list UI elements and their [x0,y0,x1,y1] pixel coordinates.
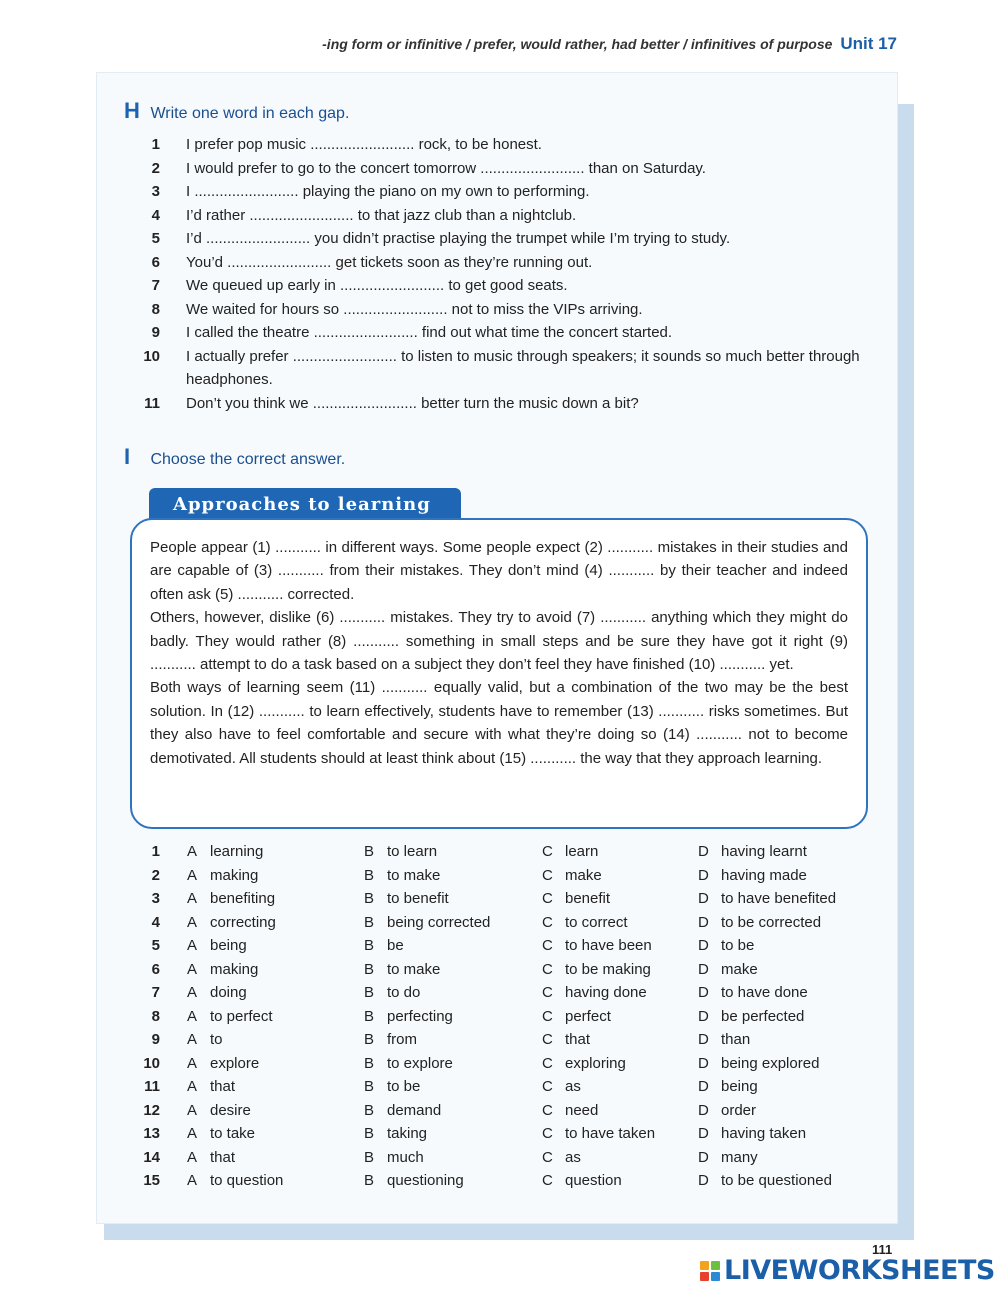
option-row [140,1122,860,1146]
option-a[interactable] [187,1005,273,1029]
option-letter: A [187,1031,198,1048]
option-row [140,1028,860,1052]
option-b[interactable] [364,911,490,935]
exercise-sentence: We waited for hours so ......................... not to miss the VIPs arriving. [186,300,643,318]
option-row [140,1169,860,1193]
exercise-number: 9 [151,324,160,341]
option-row-number: 3 [151,890,160,907]
option-b[interactable] [364,1028,417,1052]
option-row-number: 13 [143,1125,160,1142]
section-i-heading [124,444,345,470]
option-text: to be [721,937,755,954]
exercise-number: 1 [151,136,160,153]
exercise-number: 7 [151,277,160,294]
option-letter: D [698,890,709,907]
option-text: having taken [721,1125,807,1142]
exercise-item [140,321,860,345]
option-d[interactable] [698,1146,758,1170]
option-row-number: 6 [151,960,160,978]
option-a[interactable] [187,1075,235,1099]
option-b[interactable] [364,1099,441,1123]
option-letter: B [364,960,375,978]
option-row-number: 12 [143,1101,160,1119]
option-text: that [210,1148,236,1166]
option-letter: C [542,937,553,954]
exercise-sentence: I ......................... playing the piano on my own to performing. [186,183,590,200]
option-text: question [565,1172,622,1189]
option-text: be [387,937,404,954]
section-h-heading [124,98,349,124]
option-d[interactable] [698,958,758,982]
option-b[interactable] [364,958,440,982]
option-text: be perfected [721,1007,805,1025]
option-row [140,1052,860,1076]
option-row [140,840,860,864]
option-text: learning [210,843,264,860]
option-row-number: 9 [151,1031,160,1048]
option-text: to [210,1031,223,1048]
option-b[interactable] [364,1146,424,1170]
option-a[interactable] [187,1169,283,1193]
option-letter: A [187,1078,198,1095]
section-i-title: Choose the correct answer. [150,451,346,468]
option-letter: B [364,843,375,860]
option-b[interactable] [364,1075,420,1099]
option-text: benefit [565,890,611,907]
option-text: to take [210,1125,256,1142]
option-c[interactable] [542,864,602,888]
option-text: many [721,1148,758,1166]
unit-label: Unit 17 [840,34,897,53]
option-letter: C [542,913,553,931]
option-a[interactable] [187,911,276,935]
option-letter: D [698,937,709,954]
option-letter: D [698,843,709,860]
option-text: making [210,866,259,884]
option-text: exploring [565,1054,626,1072]
exercise-item [140,227,860,251]
option-d[interactable] [698,911,821,935]
option-c[interactable] [542,911,628,935]
option-a[interactable] [187,1099,251,1123]
option-letter: A [187,866,198,884]
option-text: having done [565,984,647,1001]
logo-square [711,1261,720,1270]
exercise-number: 11 [144,394,160,412]
option-c[interactable] [542,934,652,958]
option-text: perfecting [387,1007,453,1025]
option-text: to be making [565,960,651,978]
option-text: making [210,960,259,978]
gap-fill-list [140,133,860,415]
exercise-sentence: I would prefer to go to the concert tomorrow ......................... than on Saturday. [186,159,706,177]
option-d[interactable] [698,1028,750,1052]
logo-square [700,1272,709,1281]
option-row-number: 14 [143,1148,160,1166]
option-d[interactable] [698,934,754,958]
option-row [140,864,860,888]
option-letter: C [542,1078,553,1095]
option-text: to correct [565,913,628,931]
option-row [140,1005,860,1029]
option-letter: D [698,960,709,978]
option-text: desire [210,1101,251,1119]
option-text: to explore [387,1054,453,1072]
option-letter: B [364,890,375,907]
option-row [140,1146,860,1170]
option-b[interactable] [364,840,437,864]
option-letter: D [698,866,709,884]
option-letter: B [364,984,375,1001]
exercise-item [140,392,860,416]
option-a[interactable] [187,1052,259,1076]
option-letter: A [187,1172,198,1189]
option-text: demand [387,1101,442,1119]
option-row-number: 4 [151,913,160,931]
option-b[interactable] [364,1052,453,1076]
option-letter: B [364,913,375,931]
option-a[interactable] [187,1146,235,1170]
option-c[interactable] [542,840,598,864]
option-text: from [387,1031,417,1048]
logo-mark-icon [700,1261,720,1281]
option-row [140,1099,860,1123]
option-a[interactable] [187,1028,223,1052]
option-letter: D [698,913,709,931]
option-text: questioning [387,1172,464,1189]
option-letter: B [364,1054,375,1072]
option-c[interactable] [542,1005,611,1029]
page-number: 111 [872,1242,893,1257]
option-text: to be corrected [721,913,822,931]
option-row [140,1075,860,1099]
option-text: need [565,1101,599,1119]
section-h-title: Write one word in each gap. [150,105,350,122]
reading-paragraph: People appear (1) ........... in different ways. Some people expect (2) ........... mistakes in their studies and are capable of (3) ........... from their mistakes. They don’t mind (4) ........... by their teacher and indeed often ask (5) ........... corrected. [150,539,848,603]
option-letter: D [698,1007,709,1025]
option-row-number: 15 [143,1172,160,1189]
option-d[interactable] [698,840,807,864]
exercise-sentence: You’d ......................... get tickets soon as they’re running out. [186,253,593,271]
option-c[interactable] [542,1122,655,1146]
option-letter: C [542,843,553,860]
option-letter: A [187,913,198,931]
option-text: to make [387,866,441,884]
option-row-number: 5 [151,937,160,954]
option-d[interactable] [698,864,807,888]
exercise-item [140,133,860,157]
option-letter: C [542,890,553,907]
option-a[interactable] [187,864,258,888]
option-text: to question [210,1172,284,1189]
option-letter: C [542,1031,553,1048]
option-text: that [565,1031,591,1048]
option-text: to be questioned [721,1172,832,1189]
option-b[interactable] [364,934,404,958]
option-b[interactable] [364,887,449,911]
option-row [140,958,860,982]
option-letter: B [364,1007,375,1025]
option-letter: B [364,1172,375,1189]
option-text: to have taken [565,1125,656,1142]
exercise-item [140,204,860,228]
brand-name: LIVEWORKSHEETS [724,1255,995,1286]
option-letter: D [698,1054,709,1072]
exercise-item [140,251,860,275]
exercise-sentence: I prefer pop music ......................... rock, to be honest. [186,136,542,153]
exercise-sentence: I actually prefer ......................... to listen to music through speakers; it sounds so much better through headphones. [186,347,860,388]
running-header [322,34,897,54]
option-c[interactable] [542,981,647,1005]
option-letter: A [187,984,198,1001]
answer-options-table [140,840,860,1193]
exercise-sentence: We queued up early in ......................... to get good seats. [186,277,568,294]
option-a[interactable] [187,1122,255,1146]
option-b[interactable] [364,981,420,1005]
option-letter: A [187,843,198,860]
option-letter: B [364,1101,375,1119]
option-text: to learn [387,843,438,860]
option-text: to benefit [387,890,449,907]
option-text: to have been [565,937,652,954]
option-letter: C [542,960,553,978]
option-row [140,887,860,911]
option-c[interactable] [542,887,610,911]
exercise-number: 10 [143,347,160,365]
option-d[interactable] [698,1169,832,1193]
option-letter: A [187,1054,198,1072]
option-text: order [721,1101,757,1119]
exercise-item [140,345,860,392]
exercise-item [140,298,860,322]
option-letter: D [698,1172,709,1189]
reading-paragraph: Both ways of learning seem (11) ........... equally valid, but a combination of the two may be the best solution. In (12) ........... to learn effectively, students have to remember (13) ........... risks sometimes. But they also have to feel comfortable and secure with what they’re doing so (14) ........... not to become demotivated. All students should at least think about (15) ........... the way that they approach learning. [150,679,848,767]
exercise-number: 8 [151,300,160,318]
option-c[interactable] [542,958,651,982]
option-d[interactable] [698,887,836,911]
option-text: to do [387,984,421,1001]
logo-square [711,1272,720,1281]
option-letter: C [542,1007,553,1025]
option-text: perfect [565,1007,611,1025]
section-h-letter: H [124,98,140,123]
option-row-number: 10 [143,1054,160,1072]
option-d[interactable] [698,1099,756,1123]
option-text: being [721,1078,758,1095]
reading-paragraph: Others, however, dislike (6) ........... mistakes. They try to avoid (7) ........... anything which they might do badly. They would rather (8) ........... something in small steps and be sure they have got it right (9) ........... attempt to do a task based on a subject they don’t feel they have finished (10) ........... yet. [150,609,848,674]
exercise-sentence: I’d rather ......................... to that jazz club than a nightclub. [186,206,577,224]
option-letter: C [542,1054,553,1072]
option-letter: D [698,1148,709,1166]
option-letter: A [187,960,198,978]
option-letter: D [698,1125,709,1142]
exercise-item [140,274,860,298]
option-row-number: 7 [151,984,160,1001]
logo-square [700,1261,709,1270]
option-letter: B [364,937,375,954]
option-text: as [565,1078,581,1095]
option-row-number: 11 [144,1078,160,1095]
option-c[interactable] [542,1052,626,1076]
option-text: that [210,1078,236,1095]
option-letter: C [542,1125,553,1142]
option-letter: C [542,1101,553,1119]
option-letter: B [364,866,375,884]
option-text: taking [387,1125,428,1142]
option-d[interactable] [698,1122,806,1146]
option-text: learn [565,843,599,860]
option-row [140,981,860,1005]
option-text: to make [387,960,441,978]
option-b[interactable] [364,1169,464,1193]
option-text: having learnt [721,843,807,860]
option-letter: C [542,866,553,884]
option-a[interactable] [187,958,258,982]
option-row [140,934,860,958]
option-text: to have benefited [721,890,837,907]
exercise-number: 5 [151,230,160,247]
option-a[interactable] [187,840,263,864]
reading-text-box [130,518,868,829]
header-text: -ing form or infinitive / prefer, would rather, had better / infinitives of purpose [322,36,833,52]
option-c[interactable] [542,1028,590,1052]
liveworksheets-logo [700,1255,995,1286]
option-d[interactable] [698,1005,804,1029]
option-text: correcting [210,913,276,931]
exercise-number: 4 [151,206,160,224]
exercise-sentence: I called the theatre ......................... find out what time the concert started. [186,324,673,341]
option-text: benefiting [210,890,276,907]
exercise-sentence: I’d ......................... you didn’t practise playing the trumpet while I’m trying to study. [186,230,731,247]
option-letter: A [187,1101,198,1119]
option-text: make [565,866,602,884]
option-text: much [387,1148,424,1166]
option-letter: A [187,890,198,907]
option-a[interactable] [187,887,275,911]
option-letter: D [698,984,709,1001]
option-text: than [721,1031,751,1048]
option-a[interactable] [187,934,247,958]
option-text: to be [387,1078,421,1095]
option-letter: B [364,1125,375,1142]
option-letter: A [187,1148,198,1166]
option-text: having made [721,866,807,884]
option-text: make [721,960,758,978]
option-d[interactable] [698,1052,819,1076]
option-letter: C [542,984,553,1001]
option-text: being explored [721,1054,820,1072]
option-text: to have done [721,984,808,1001]
option-d[interactable] [698,1075,758,1099]
option-row-number: 2 [151,866,160,884]
option-c[interactable] [542,1169,622,1193]
option-letter: B [364,1031,375,1048]
option-row-number: 8 [151,1007,160,1025]
exercise-number: 6 [151,253,160,271]
exercise-sentence: Don’t you think we ......................... better turn the music down a bit? [186,394,639,412]
option-letter: C [542,1148,553,1166]
option-text: being corrected [387,913,491,931]
option-text: doing [210,984,247,1001]
exercise-number: 2 [151,159,160,177]
option-text: being [210,937,247,954]
exercise-number: 3 [151,183,160,200]
option-letter: D [698,1031,709,1048]
option-c[interactable] [542,1146,581,1170]
option-letter: D [698,1101,709,1119]
exercise-item [140,157,860,181]
option-letter: D [698,1078,709,1095]
text-title-tab: Approaches to learning [149,488,461,520]
section-i-letter: I [124,444,131,469]
option-letter: B [364,1148,375,1166]
option-letter: A [187,1125,198,1142]
option-text: explore [210,1054,260,1072]
option-b[interactable] [364,1005,453,1029]
option-letter: C [542,1172,553,1189]
option-letter: B [364,1078,375,1095]
option-text: to perfect [210,1007,273,1025]
exercise-item [140,180,860,204]
option-text: as [565,1148,581,1166]
option-c[interactable] [542,1075,581,1099]
option-b[interactable] [364,864,440,888]
option-a[interactable] [187,981,247,1005]
option-d[interactable] [698,981,808,1005]
option-letter: A [187,1007,198,1025]
option-letter: A [187,937,198,954]
option-c[interactable] [542,1099,598,1123]
option-b[interactable] [364,1122,427,1146]
option-row [140,911,860,935]
option-row-number: 1 [151,843,160,860]
